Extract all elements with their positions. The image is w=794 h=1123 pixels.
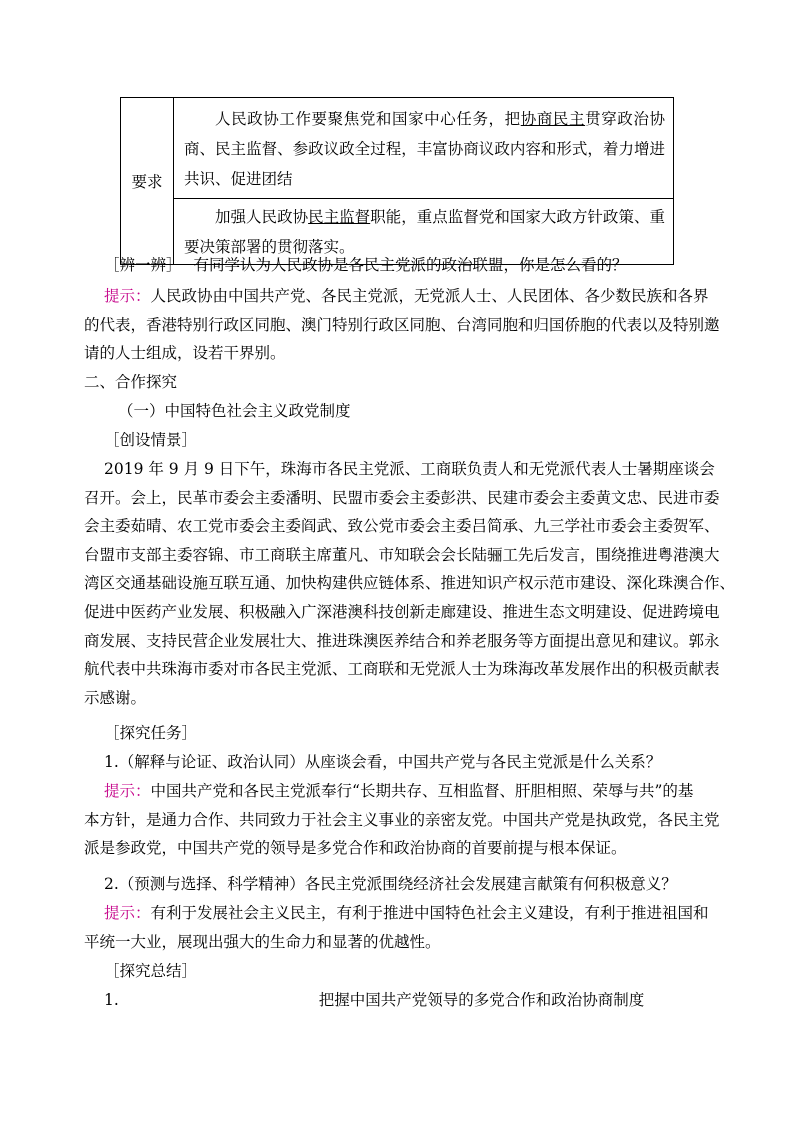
row2-text-before: 加强人民政协 — [215, 208, 309, 226]
row1-text-before: 人民政协工作要聚焦党和国家中心任务，把 — [215, 110, 521, 128]
requirements-table — [120, 97, 674, 265]
hint-line: 人民政协由中国共产党、各民主党派，无党派人士、人民团体、各少数民族和各界 — [150, 287, 709, 305]
hint-line: 的代表，香港特别行政区同胞、澳门特别行政区同胞、台湾同胞和归国侨胞的代表以及特别邀 — [84, 315, 720, 334]
section-heading: 二、合作探究 — [84, 373, 178, 391]
scenario-line: 台盟市支部主委容锦、市工商联主席董凡、市知联会会长陆骊工先后发言，围绕推进粤港澳大 — [84, 545, 720, 564]
hint-label: 提示： — [104, 287, 151, 305]
scenario-line: 示感谢。 — [84, 688, 147, 707]
hint-line: 本方针，是通力合作、共同致力于社会主义事业的亲密友党。中国共产党是执政党，各民主党 — [84, 810, 720, 829]
scenario-tag: ［创设情景］ — [104, 431, 198, 449]
question-2: 2.（预测与选择、科学精神）各民主党派围绕经济社会发展建言献策有何积极意义？ — [104, 875, 677, 893]
question-2-hint — [84, 899, 709, 956]
table-row1-text — [174, 98, 673, 198]
hint-line: 中国共产党和各民主党派奉行“长期共存、互相监督、肝胆相照、荣辱与共”的基 — [150, 782, 694, 800]
scenario-paragraph — [84, 455, 736, 712]
scenario-line: 湾区交通基础设施互联互通、加快构建供应链体系、推进知识产权示范市建设、深化珠澳合作、 — [84, 574, 736, 593]
row2-text-after: 职能，重点监督党和国家大政方针政策、重要决策部署的贯彻落实。 — [184, 208, 665, 256]
table-cell-row1 — [174, 98, 674, 199]
section-subheading: （一）中国特色社会主义政党制度 — [118, 402, 351, 420]
question-1-hint — [84, 777, 720, 863]
hint-line: 有利于发展社会主义民主，有利于推进中国特色社会主义建设，有利于推进祖国和 — [150, 904, 709, 922]
scenario-line: 航代表中共珠海市委对市各民主党派、工商联和无党派人士为珠海改革发展作出的积极贡献表 — [84, 660, 720, 679]
row1-underlined-term: 协商民主 — [520, 110, 586, 128]
summary-item-1 — [104, 986, 692, 1015]
scenario-line: 2019 年 9 月 9 日下午，珠海市各民主党派、工商联负责人和无党派代表人士暑期座谈会 — [104, 460, 715, 478]
bianyibian-question — [104, 251, 692, 280]
scenario-line: 促进中医药产业发展、积极融入广深港澳科技创新走廊建设、推进生态文明建设、促进跨境电 — [84, 602, 720, 621]
hint-line: 派是参政党，中国共产党的领导是多党合作和政治协商的首要前提与根本保证。 — [84, 839, 627, 858]
summary-number: 1. — [104, 991, 119, 1009]
scenario-line: 商发展、支持民营企业发展壮大、推进珠澳医养结合和养老服务等方面提出意见和建议。郭永 — [84, 631, 720, 650]
row2-underlined-term: 民主监督 — [308, 208, 371, 226]
bianyibian-question-text: 有同学认为人民政协是各民主党派的政治联盟，你是怎么看的？ — [193, 256, 628, 274]
scenario-line: 召开。会上，民革市委会主委潘明、民盟市委会主委彭洪、民建市委会主委黄文忠、民进市委 — [84, 488, 720, 507]
row1-text-after: 贯穿政治协商、民主监督、参政议政全过程，丰富协商议政内容和形式，着力增进共识、促进团结 — [184, 110, 665, 188]
hint-line: 请的人士组成，设若干界别。 — [84, 344, 286, 363]
hint-line: 平统一大业，展现出强大的生命力和显著的优越性。 — [84, 932, 441, 951]
summary-text: 把握中国共产党领导的多党合作和政治协商制度 — [318, 991, 645, 1009]
question-1: 1.（解释与论证、政治认同）从座谈会看，中国共产党与各民主党派是什么关系？ — [104, 753, 662, 771]
table-label: 要求 — [131, 173, 163, 191]
task-tag: ［探究任务］ — [104, 724, 198, 742]
scenario-line: 会主委茹晴、农工党市委会主委阎武、致公党市委会主委吕简承、九三学社市委会主委贺军、 — [84, 517, 720, 536]
bianyibian-tag: ［辨一辨］ — [104, 256, 182, 274]
hint-label: 提示： — [104, 782, 151, 800]
summary-tag: ［探究总结］ — [104, 962, 198, 980]
bianyibian-hint — [84, 282, 720, 368]
hint-label: 提示： — [104, 904, 151, 922]
table-label-cell — [121, 98, 174, 265]
